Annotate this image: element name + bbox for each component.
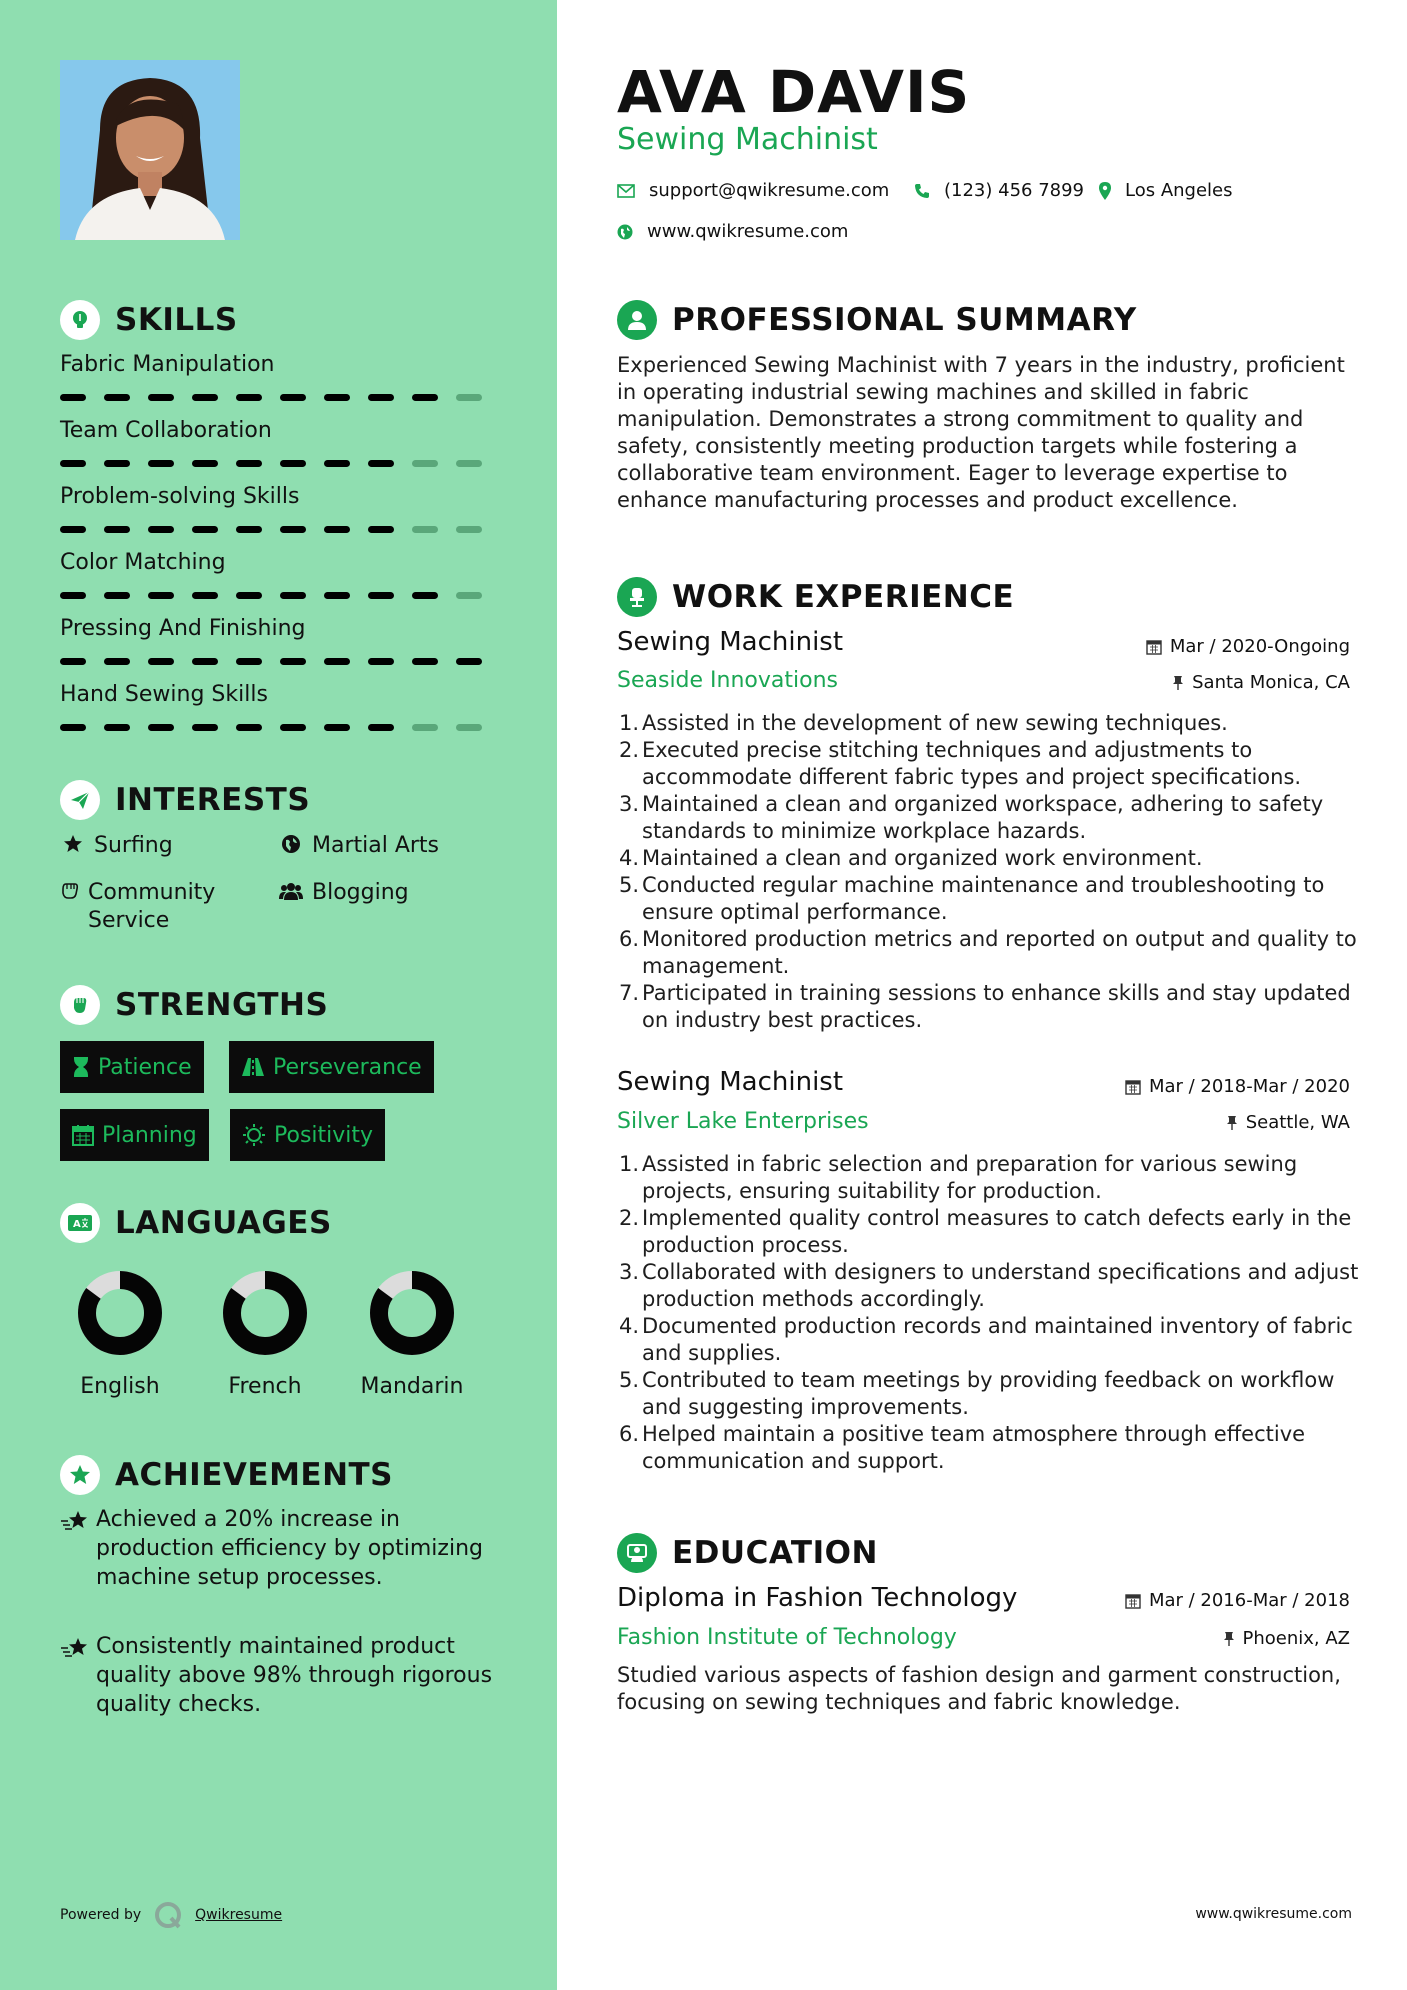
- skill-level-dash: [456, 658, 482, 665]
- language-item: [342, 1268, 482, 1399]
- strength-tag: Positivity: [230, 1109, 385, 1161]
- skill-item: [60, 682, 500, 731]
- skill-level-dash: [236, 724, 262, 731]
- location-contact: Los Angeles: [1099, 180, 1233, 201]
- interest-item: Surfing: [60, 832, 173, 860]
- website-contact: [617, 221, 848, 242]
- phone-contact: [914, 180, 1084, 201]
- globe-icon: [278, 832, 304, 860]
- shooting-star-icon: [60, 1505, 96, 1592]
- skill-level-dash: [192, 394, 218, 401]
- sun-icon: [242, 1123, 266, 1147]
- skill-level-dash: [104, 460, 130, 467]
- envelope-icon: [617, 184, 635, 198]
- skill-level-dash: [280, 724, 306, 731]
- education-heading: EDUCATION: [617, 1533, 878, 1573]
- skill-level-dash: [412, 658, 438, 665]
- list-item: 1. Assisted in fabric selection and preparation for various sewing projects, ensuring suitability for production.: [618, 1152, 1298, 1203]
- skill-name: Team Collaboration: [60, 418, 272, 443]
- phone-icon: [914, 183, 930, 199]
- skill-level-dash: [368, 592, 394, 599]
- skill-level-dash: [280, 394, 306, 401]
- graduate-icon: [617, 1533, 657, 1573]
- job-dates: Mar / 2018-Mar / 2020: [1125, 1076, 1350, 1097]
- user-icon: [617, 300, 657, 340]
- skill-level-dash: [148, 592, 174, 599]
- skill-level-dash: [60, 460, 86, 467]
- skill-item: [60, 484, 500, 533]
- skill-item: [60, 550, 500, 599]
- strength-tag: Planning: [60, 1109, 209, 1161]
- skill-level-dash: [280, 592, 306, 599]
- translate-icon: [60, 1203, 100, 1243]
- skill-level-dash: [148, 526, 174, 533]
- skill-level-dash: [368, 724, 394, 731]
- powered-by: Powered by Qwikresume: [60, 1900, 282, 1930]
- pushpin-icon: [1223, 1631, 1235, 1647]
- skill-level-dash: [104, 592, 130, 599]
- language-name: English: [80, 1374, 160, 1399]
- skill-level-dash: [280, 526, 306, 533]
- language-item: [195, 1268, 335, 1399]
- skill-name: Problem-solving Skills: [60, 484, 300, 509]
- skill-level-dash: [324, 460, 350, 467]
- skill-level-dash: [324, 658, 350, 665]
- list-item: 2. Executed precise stitching techniques and adjustments to accommodate different fabric types and project specifications.: [618, 738, 1302, 789]
- job-title: Sewing Machinist: [617, 627, 844, 657]
- interest-item: Community Service: [60, 879, 250, 935]
- strength-tag: Patience: [60, 1041, 204, 1093]
- award-star-icon: [60, 1455, 100, 1495]
- skill-level-bar: [60, 460, 500, 467]
- email-link[interactable]: support@qwikresume.com: [649, 180, 890, 201]
- skill-level-dash: [324, 592, 350, 599]
- skill-level-dash: [236, 592, 262, 599]
- strength-tag: Perseverance: [229, 1041, 434, 1093]
- pushpin-icon: [1226, 1115, 1238, 1131]
- language-ring: [75, 1268, 165, 1358]
- map-pin-icon: [1099, 182, 1111, 200]
- skill-level-dash: [192, 592, 218, 599]
- skill-level-dash: [368, 526, 394, 533]
- skill-level-dash: [412, 460, 438, 467]
- skill-level-dash: [456, 592, 482, 599]
- skill-level-dash: [236, 658, 262, 665]
- list-item: 4. Documented production records and maintained inventory of fabric and supplies.: [618, 1314, 1353, 1365]
- skill-level-dash: [368, 460, 394, 467]
- summary-heading: PROFESSIONAL SUMMARY: [617, 300, 1137, 340]
- qwikresume-logo-icon: [153, 1900, 183, 1930]
- education-description: Studied various aspects of fashion design and garment construction, focusing on sewing techniques and fabric knowledge.: [617, 1663, 1341, 1714]
- skill-level-dash: [192, 526, 218, 533]
- job-bullets: [617, 710, 1362, 1034]
- company-name: Silver Lake Enterprises: [617, 1109, 869, 1134]
- skill-level-bar: [60, 394, 500, 401]
- email-contact: [617, 180, 889, 201]
- skills-heading: SKILLS: [60, 300, 238, 340]
- interest-item: Blogging: [278, 879, 409, 907]
- school-name: Fashion Institute of Technology: [617, 1625, 957, 1650]
- skill-level-dash: [412, 526, 438, 533]
- achievement-item: Consistently maintained product quality above 98% through rigorous quality checks.: [60, 1632, 500, 1719]
- skill-name: Fabric Manipulation: [60, 352, 275, 377]
- skill-level-dash: [104, 658, 130, 665]
- list-item: 4. Maintained a clean and organized work environment.: [618, 846, 1203, 870]
- skill-level-dash: [236, 460, 262, 467]
- company-name: Seaside Innovations: [617, 668, 838, 693]
- skill-level-dash: [412, 724, 438, 731]
- skill-level-bar: [60, 592, 500, 599]
- education-dates: Mar / 2016-Mar / 2018: [1125, 1590, 1350, 1611]
- skill-level-dash: [324, 526, 350, 533]
- skill-level-dash: [60, 394, 86, 401]
- website-link[interactable]: www.qwikresume.com: [647, 221, 849, 242]
- achievements-heading: ACHIEVEMENTS: [60, 1455, 393, 1495]
- briefcase-chair-icon: [617, 577, 657, 617]
- footer-website[interactable]: www.qwikresume.com: [1195, 1906, 1352, 1922]
- profile-photo: [60, 60, 240, 240]
- skill-level-dash: [456, 394, 482, 401]
- strengths-heading: STRENGTHS: [60, 985, 328, 1025]
- lightbulb-icon: [60, 300, 100, 340]
- skill-name: Color Matching: [60, 550, 226, 575]
- skill-level-dash: [412, 592, 438, 599]
- degree-title: Diploma in Fashion Technology: [617, 1583, 1018, 1613]
- interest-item: Martial Arts: [278, 832, 439, 860]
- skill-name: Pressing And Finishing: [60, 616, 306, 641]
- skill-level-dash: [324, 394, 350, 401]
- paper-plane-icon: [60, 780, 100, 820]
- skill-level-dash: [104, 724, 130, 731]
- skill-level-dash: [236, 526, 262, 533]
- list-item: 3. Maintained a clean and organized workspace, adhering to safety standards to minimize workplace hazards.: [618, 792, 1324, 843]
- job-dates: Mar / 2020-Ongoing: [1146, 636, 1350, 657]
- fist-icon: [60, 879, 80, 935]
- skill-level-dash: [60, 658, 86, 665]
- list-item: 7. Participated in training sessions to enhance skills and stay updated on industry best practices.: [618, 981, 1351, 1032]
- skill-level-dash: [456, 724, 482, 731]
- star-icon: [60, 832, 86, 860]
- candidate-title: Sewing Machinist: [617, 122, 878, 157]
- skill-level-dash: [280, 658, 306, 665]
- list-item: 6. Monitored production metrics and reported on output and quality to management.: [618, 927, 1357, 978]
- skill-item: [60, 352, 500, 401]
- skill-level-dash: [324, 724, 350, 731]
- hourglass-icon: [72, 1056, 90, 1078]
- skill-name: Hand Sewing Skills: [60, 682, 268, 707]
- skill-item: [60, 418, 500, 467]
- calendar-icon: [1125, 1593, 1141, 1609]
- list-item: 1. Assisted in the development of new sewing techniques.: [618, 711, 1228, 735]
- main-content: [557, 0, 1407, 1990]
- skill-level-dash: [368, 394, 394, 401]
- skill-level-dash: [236, 394, 262, 401]
- skill-level-dash: [368, 658, 394, 665]
- skill-level-dash: [60, 592, 86, 599]
- skill-level-dash: [192, 724, 218, 731]
- skill-level-dash: [280, 460, 306, 467]
- skill-level-bar: [60, 724, 500, 731]
- calendar-icon: [72, 1124, 94, 1146]
- skill-level-dash: [104, 394, 130, 401]
- qwikresume-link[interactable]: Qwikresume: [195, 1907, 283, 1923]
- job-location: Seattle, WA: [1226, 1112, 1350, 1133]
- job-bullets: [617, 1151, 1362, 1475]
- skill-level-dash: [192, 658, 218, 665]
- language-item: [50, 1268, 190, 1399]
- road-icon: [241, 1057, 265, 1077]
- experience-heading: WORK EXPERIENCE: [617, 577, 1014, 617]
- skill-level-dash: [192, 460, 218, 467]
- skill-level-dash: [412, 394, 438, 401]
- calendar-icon: [1146, 639, 1162, 655]
- skill-level-dash: [60, 724, 86, 731]
- skill-level-bar: [60, 526, 500, 533]
- skill-level-dash: [148, 394, 174, 401]
- summary-text: Experienced Sewing Machinist with 7 years in the industry, proficient in operating industrial sewing machines and skilled in fabric manipulation. Demonstrates a strong commitment to quality and safety, consistently meeting production targets while fostering a collaborative team environment. Eager to leverage expertise to enhance manufacturing processes and product excellence.: [617, 353, 1345, 512]
- skill-level-dash: [148, 460, 174, 467]
- candidate-name: AVA DAVIS: [617, 58, 971, 126]
- skill-level-bar: [60, 658, 500, 665]
- svg-text:A: A: [73, 1219, 82, 1230]
- skill-level-dash: [148, 658, 174, 665]
- skill-level-dash: [456, 460, 482, 467]
- users-icon: [278, 879, 304, 907]
- education-location: Phoenix, AZ: [1223, 1628, 1351, 1649]
- list-item: 5. Conducted regular machine maintenance and troubleshooting to ensure optimal performance.: [618, 873, 1325, 924]
- skill-level-dash: [456, 526, 482, 533]
- list-item: 3. Collaborated with designers to understand specifications and adjust production methods accordingly.: [618, 1260, 1359, 1311]
- globe-icon: [617, 224, 633, 240]
- language-ring: [220, 1268, 310, 1358]
- calendar-icon: [1125, 1079, 1141, 1095]
- sidebar: [0, 0, 557, 1990]
- skill-level-dash: [104, 526, 130, 533]
- language-name: French: [228, 1374, 302, 1399]
- raised-fist-icon: [60, 985, 100, 1025]
- pushpin-icon: [1172, 675, 1184, 691]
- skill-item: [60, 616, 500, 665]
- job-location: Santa Monica, CA: [1172, 672, 1350, 693]
- language-ring: [367, 1268, 457, 1358]
- list-item: 5. Contributed to team meetings by providing feedback on workflow and suggesting improvements.: [618, 1368, 1335, 1419]
- phone-number[interactable]: (123) 456 7899: [944, 180, 1085, 201]
- interests-heading: INTERESTS: [60, 780, 310, 820]
- list-item: 2. Implemented quality control measures to catch defects early in the production process.: [618, 1206, 1352, 1257]
- language-name: Mandarin: [360, 1374, 464, 1399]
- job-title: Sewing Machinist: [617, 1067, 844, 1097]
- list-item: 6. Helped maintain a positive team atmosphere through effective communication and support.: [618, 1422, 1306, 1473]
- achievement-item: Achieved a 20% increase in production efficiency by optimizing machine setup processes.: [60, 1505, 500, 1592]
- skill-level-dash: [148, 724, 174, 731]
- languages-heading: A LANGUAGES: [60, 1203, 332, 1243]
- shooting-star-icon: [60, 1632, 96, 1719]
- skill-level-dash: [60, 526, 86, 533]
